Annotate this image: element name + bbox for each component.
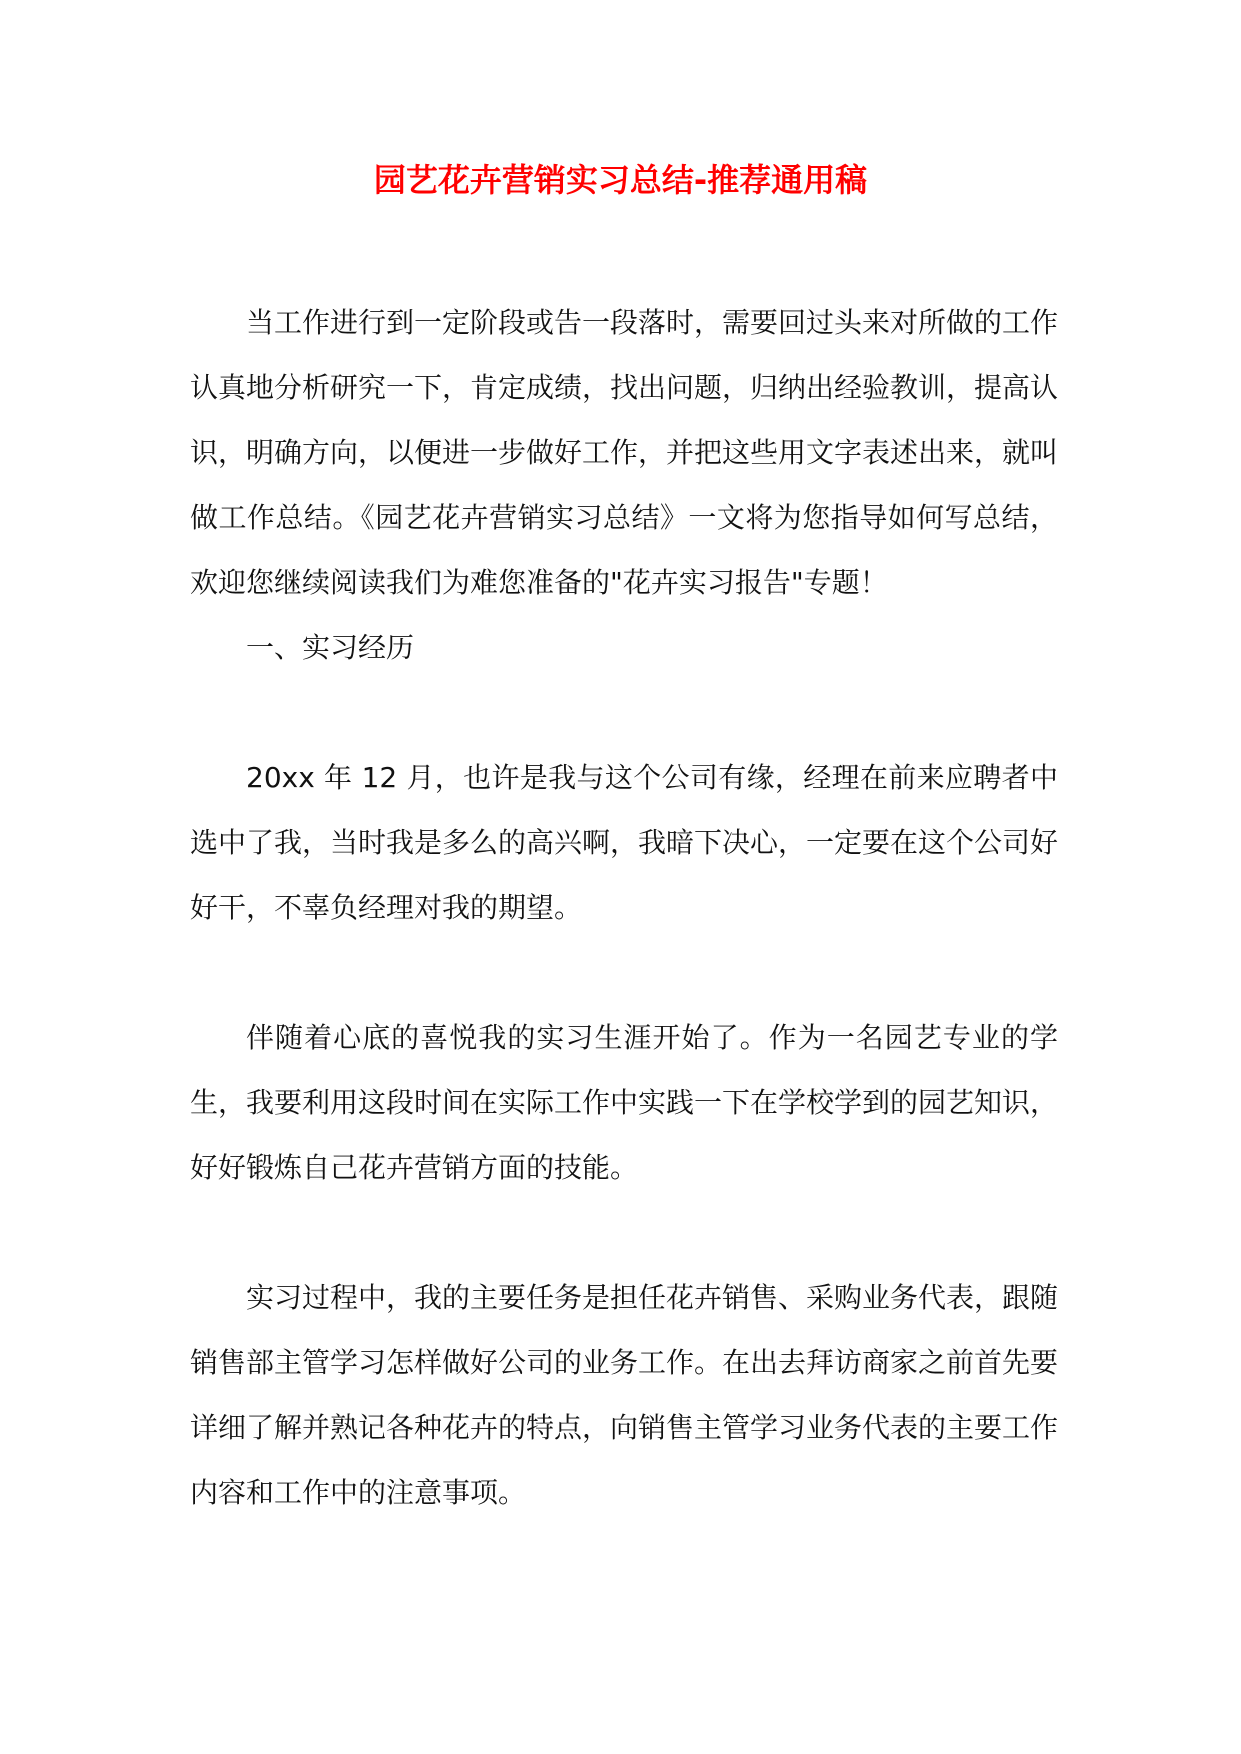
spacer	[190, 940, 1058, 1005]
spacer	[190, 680, 1058, 745]
intro-paragraph: 当工作进行到一定阶段或告一段落时，需要回过头来对所做的工作认真地分析研究一下，肯定成绩，找出问题，归纳出经验教训，提高认识，明确方向，以便进一步做好工作，并把这些用文字表述出来，就叫做工作总结。《园艺花卉营销实习总结》一文将为您指导如何写总结，欢迎您继续阅读我们为难您准备的"花卉实习报告"专题！	[190, 306, 1059, 599]
body-paragraph: 伴随着心底的喜悦我的实习生涯开始了。作为一名园艺专业的学生，我要利用这段时间在实际工作中实践一下在学校学到的园艺知识，好好锻炼自己花卉营销方面的技能。	[190, 1021, 1059, 1184]
spacer	[190, 1200, 1058, 1265]
section-heading: 一、实习经历	[246, 631, 415, 664]
body-paragraph: 20xx 年 12 月，也许是我与这个公司有缘，经理在前来应聘者中选中了我，当时我是多么的高兴啊，我暗下决心，一定要在这个公司好好干，不辜负经理对我的期望。	[190, 761, 1059, 924]
document-title: 园艺花卉营销实习总结-推荐通用稿	[373, 161, 868, 199]
document-body	[190, 290, 1058, 1525]
body-paragraph: 实习过程中，我的主要任务是担任花卉销售、采购业务代表，跟随销售部主管学习怎样做好公司的业务工作。在出去拜访商家之前首先要详细了解并熟记各种花卉的特点，向销售主管学习业务代表的主要工作内容和工作中的注意事项。	[190, 1281, 1059, 1509]
